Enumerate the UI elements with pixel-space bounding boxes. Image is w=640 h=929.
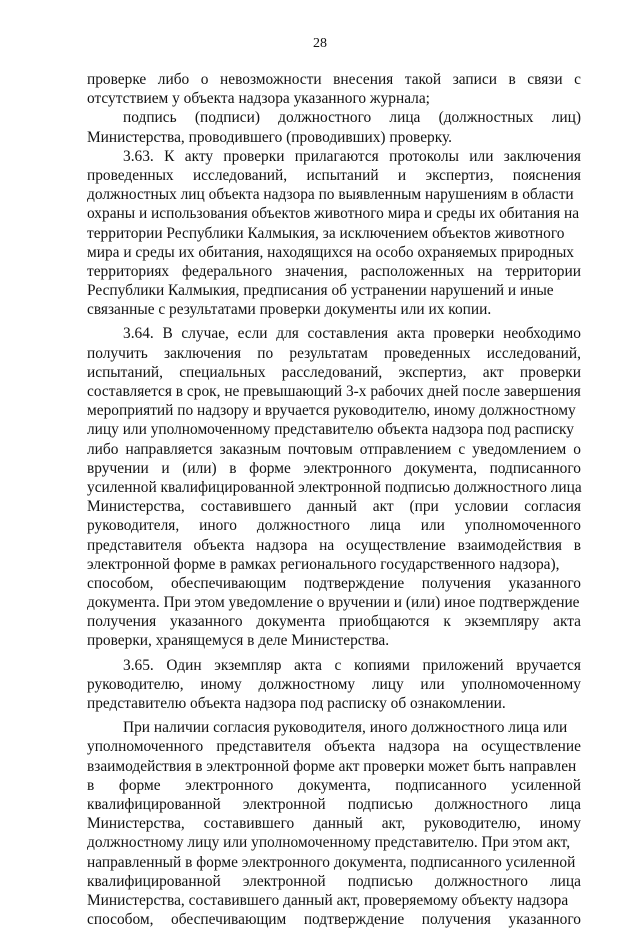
- word: надзора: [256, 536, 308, 554]
- word: испытаний,: [87, 363, 163, 381]
- word: объекта: [193, 536, 245, 554]
- word: взаимодействия: [457, 536, 563, 554]
- word: данный: [313, 815, 363, 833]
- text-line: мира и среды их обитания, находящихся на особо охраняемых природных: [87, 243, 574, 261]
- word: должностного: [434, 872, 528, 890]
- word: подписанного: [489, 459, 581, 477]
- word: должностного: [278, 109, 372, 127]
- word: внесения: [333, 71, 394, 88]
- word: акт: [482, 363, 504, 381]
- word: указанного: [170, 613, 243, 631]
- word: иному: [200, 675, 242, 693]
- word: Министерства,: [87, 498, 185, 516]
- word: уведомлением: [472, 440, 567, 458]
- word: вручении: [87, 459, 149, 477]
- word: заключения: [503, 147, 581, 165]
- word: обеспечивающим: [171, 911, 287, 929]
- text-line: отсутствием у объекта надзора указанного журнала;: [87, 90, 430, 108]
- word: лица: [389, 109, 421, 127]
- word: электронного: [185, 776, 274, 794]
- word: подписью: [347, 872, 413, 890]
- word: форме: [118, 776, 161, 794]
- text-line: [87, 675, 581, 694]
- word: проведенных: [87, 166, 174, 184]
- word: значения,: [285, 262, 348, 280]
- text-line: связанные с результатами проверки документы или их копии.: [87, 301, 492, 319]
- word: проверки: [433, 325, 495, 343]
- word: документа,: [297, 776, 371, 794]
- word: Один: [166, 656, 202, 674]
- text-line: Министерства, составившего данный акт, проверяемому объекту надзора: [87, 891, 569, 909]
- word: усиленной: [511, 776, 581, 794]
- word: квалифицированной: [87, 872, 221, 890]
- word: в: [508, 71, 516, 88]
- text-line: [87, 262, 581, 281]
- word: проверки: [519, 363, 581, 381]
- word: акта: [396, 325, 425, 343]
- word: направляется: [125, 440, 213, 458]
- word: документа: [256, 613, 326, 631]
- word: указанного: [508, 911, 581, 929]
- word: лица: [549, 795, 581, 813]
- text-line: [87, 363, 581, 382]
- word: с: [574, 71, 581, 88]
- word: акта: [294, 656, 322, 674]
- word: на: [477, 262, 493, 280]
- word: руководителю,: [87, 675, 184, 693]
- text-line: [87, 70, 581, 89]
- text-line: составляется в срок, не превышающий 3-х рабочих дней после завершения: [87, 383, 581, 400]
- word: такой: [404, 71, 442, 88]
- word: заказным: [219, 440, 281, 458]
- word: проверки: [223, 147, 285, 165]
- word: проведенных: [384, 344, 471, 362]
- text-line: Министерства, проводившего (проводивших) проверку.: [87, 128, 452, 146]
- text-line: [87, 166, 581, 185]
- word: с: [334, 656, 342, 674]
- word: заключения: [164, 344, 242, 362]
- text-line: [87, 574, 581, 593]
- word: осуществление: [345, 536, 446, 554]
- word: составившего: [200, 498, 292, 516]
- word: акт: [372, 498, 394, 516]
- word: расположенных: [360, 262, 465, 280]
- word: с: [458, 440, 466, 458]
- word: проверке: [87, 71, 147, 88]
- word: акт,: [381, 815, 406, 833]
- paragraph-3-63-start: [87, 147, 581, 166]
- word: либо: [87, 440, 119, 458]
- word: пояснения: [512, 166, 581, 184]
- word: электронной: [242, 872, 326, 890]
- paragraph-consent-start: При наличии согласия руководителя, иного должностного лица или: [123, 719, 568, 737]
- word: (при: [409, 498, 439, 516]
- word: по: [257, 344, 274, 362]
- word: квалифицированной: [87, 795, 221, 813]
- word: лицу: [371, 675, 404, 693]
- word: уполномоченному: [461, 675, 581, 693]
- word: необходимо: [503, 325, 581, 343]
- word: в: [573, 536, 581, 554]
- word: экспертиз,: [398, 363, 467, 381]
- word: представителя: [216, 738, 312, 756]
- word: получения: [87, 613, 157, 631]
- text-line: охраны и использования объектов животного мира и среды их обитания на: [87, 205, 580, 223]
- word: электронной: [242, 795, 326, 813]
- word: надзора: [388, 738, 440, 756]
- word: на: [319, 536, 335, 554]
- word: если: [237, 325, 268, 343]
- word: согласия: [524, 498, 581, 516]
- word: иному: [539, 815, 581, 833]
- word: территориях: [87, 262, 170, 280]
- word: 3.65.: [123, 656, 154, 674]
- word: результатам: [289, 344, 368, 362]
- word: составившего: [203, 815, 295, 833]
- text-line: проверки, хранящемуся в деле Министерства.: [87, 632, 390, 650]
- word: руководителю,: [424, 815, 521, 833]
- word: или: [420, 675, 445, 693]
- word: В: [162, 325, 173, 343]
- text-line: [87, 440, 581, 459]
- word: территории: [505, 262, 581, 280]
- word: лица: [369, 517, 401, 535]
- text-line: взаимодействия в электронной форме акт проверки может быть направлен: [87, 757, 577, 775]
- word: (или): [182, 459, 217, 477]
- word: копиями: [353, 656, 410, 674]
- word: подписью: [347, 795, 413, 813]
- text-line: [87, 795, 581, 814]
- word: подписанного: [395, 776, 487, 794]
- word: уполномоченного: [464, 517, 581, 535]
- text-line: представителю объекта надзора под расписку об ознакомлении.: [87, 695, 506, 712]
- text-line: [87, 612, 581, 631]
- word: испытаний: [306, 166, 379, 184]
- word: прилагаются: [294, 147, 379, 165]
- word: иного: [199, 517, 237, 535]
- word: в: [229, 459, 237, 477]
- word: почтовым: [287, 440, 353, 458]
- word: электронного: [303, 459, 392, 477]
- word: исследований,: [486, 344, 581, 362]
- word: связи: [527, 71, 563, 88]
- word: осуществление: [481, 738, 581, 756]
- word: получения: [421, 574, 491, 592]
- word: лиц): [551, 109, 581, 127]
- word: либо: [157, 71, 190, 88]
- word: специальных: [179, 363, 266, 381]
- word: и: [161, 459, 170, 477]
- word: отправлением: [359, 440, 452, 458]
- word: о: [200, 71, 209, 88]
- word: в: [87, 776, 95, 794]
- word: способом,: [87, 574, 154, 592]
- document-body: [87, 70, 581, 929]
- word: составления: [307, 325, 389, 343]
- text-line: [87, 872, 581, 891]
- word: должностного: [434, 795, 528, 813]
- text-line: [87, 344, 581, 363]
- word: экземпляр: [214, 656, 282, 674]
- word: исследований,: [192, 166, 288, 184]
- text-line: [87, 776, 581, 795]
- word: протоколы: [389, 147, 459, 165]
- word: случае,: [181, 325, 229, 343]
- text-line: [87, 108, 581, 127]
- text-line: [87, 536, 581, 555]
- word: представителя: [87, 536, 182, 554]
- text-line: [87, 737, 581, 756]
- word: вручается: [516, 656, 581, 674]
- word: приложений: [422, 656, 504, 674]
- word: должностному: [258, 675, 356, 693]
- word: 3.64.: [123, 325, 154, 343]
- word: экземпляру: [464, 613, 540, 631]
- text-line: [87, 516, 581, 535]
- text-line: [87, 459, 581, 478]
- word: (должностных: [438, 109, 534, 127]
- word: акта: [553, 613, 581, 631]
- word: или: [420, 517, 445, 535]
- text-line: Республики Калмыкия, предписания об устранении нарушений и иные: [87, 282, 554, 300]
- word: указанного: [508, 574, 581, 592]
- word: подпись: [123, 109, 177, 127]
- word: К: [164, 147, 175, 165]
- word: объекта: [324, 738, 376, 756]
- page-number: 28: [313, 36, 327, 51]
- word: или: [469, 147, 494, 165]
- word: документа,: [404, 459, 477, 477]
- word: уполномоченного: [87, 738, 204, 756]
- word: экспертиз,: [425, 166, 494, 184]
- text-line: направленный в форме электронного документа, подписанного усиленной: [87, 853, 576, 871]
- word: руководителя,: [87, 517, 180, 535]
- word: лица: [549, 872, 581, 890]
- word: получения: [421, 911, 491, 929]
- word: записи: [452, 71, 497, 88]
- word: способом,: [87, 911, 154, 929]
- word: для: [276, 325, 299, 343]
- word: получить: [87, 344, 148, 362]
- paragraph-3-64-start: [87, 324, 581, 343]
- paragraph-3-65-start: [87, 656, 581, 675]
- word: (подписи): [194, 109, 260, 127]
- word: расследований,: [281, 363, 383, 381]
- text-line: лицу или уполномоченному представителю объекта надзора под расписку: [87, 421, 574, 439]
- word: и: [397, 166, 407, 184]
- text-line: мероприятий по надзору и вручается руководителю, иному должностному: [87, 402, 576, 420]
- word: данный: [307, 498, 357, 516]
- text-line: документа. При этом уведомление о вручении и (или) иное подтверждение: [87, 594, 580, 612]
- text-line: территории Республики Калмыкия, за исключением объектов животного: [87, 224, 565, 242]
- word: невозможности: [220, 71, 322, 88]
- text-line: [87, 497, 581, 516]
- text-line: усиленной квалифицированной электронной подписью должностного лица: [87, 478, 582, 496]
- text-line: [87, 910, 581, 929]
- word: приобщаются: [339, 613, 430, 631]
- word: должностного: [256, 517, 350, 535]
- word: на: [452, 738, 468, 756]
- text-line: должностных лиц объекта надзора по выявленным нарушениям в области: [87, 186, 574, 204]
- word: условии: [454, 498, 509, 516]
- word: форме: [249, 459, 291, 477]
- word: федерального: [182, 262, 273, 280]
- text-line: [87, 814, 581, 833]
- word: подтверждение: [303, 911, 405, 929]
- word: подтверждение: [303, 574, 405, 592]
- word: о: [573, 440, 581, 458]
- text-line: электронной форме в рамках регионального государственного надзора),: [87, 555, 560, 573]
- word: акту: [184, 147, 214, 165]
- word: к: [443, 613, 451, 631]
- word: 3.63.: [123, 147, 154, 165]
- word: Министерства,: [87, 815, 185, 833]
- word: обеспечивающим: [171, 574, 287, 592]
- text-line: должностному лицу или уполномоченному представителю. При этом акт,: [87, 834, 571, 852]
